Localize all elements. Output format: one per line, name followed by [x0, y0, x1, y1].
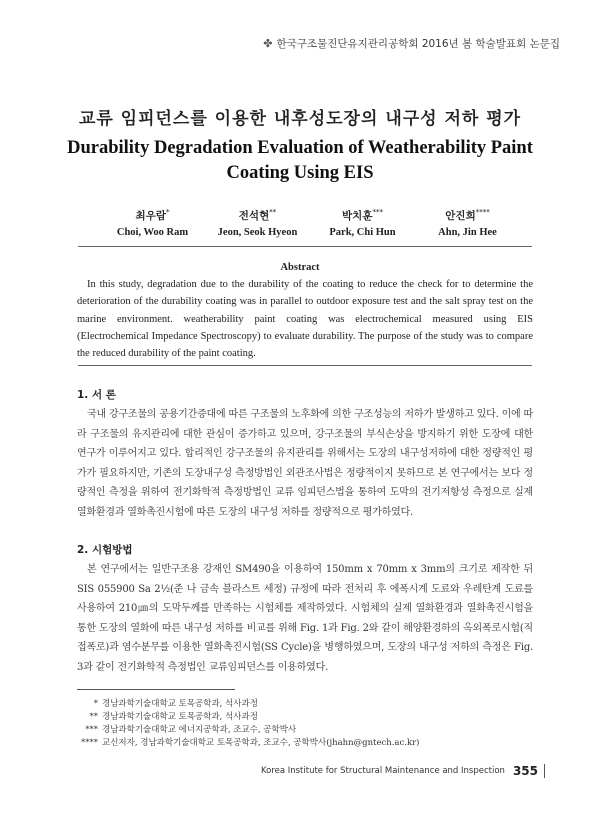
footnote: * 경남과학기술대학교 토목공학과, 석사과정 [93, 699, 258, 709]
section-heading-test-method: 2. 시험방법 [77, 544, 133, 556]
author-block [100, 208, 520, 238]
section-text-test-method: 본 연구에서는 일반구조용 강재인 SM490을 이용하여 150mm x 70mm x 3mm의 크기로 제작한 뒤 SIS 055900 Sa 2½(준 나 금속 블라스트 세정) 규정에 따라 전처리 후 에폭시계 도료와 우레탄계 도료를 사용하여 210㎛의 도막두께를 만족하는 시험체를 제작하였다. 시험체의 실제 열화환경과 열화촉진시험을 통한 도장의 열화에 따른 내구성 저하를 비교를 위해 Fig. 1과 Fig. 2와 같이 해양환경하의 옥외폭로시험(직접폭로)과 염수분무를 이용한 열화촉진시험(SS Cycle)을 병행하였으며, 도장의 내구성 저하의 측정은 Fig. 3과 같이 전기화학적 측정법인 교류임피던스를 이용하였다. [77, 564, 533, 673]
author-ko: 전석현** [238, 208, 277, 222]
page-number: 355 [513, 764, 545, 778]
page-footer [0, 764, 545, 778]
author-ko: 박치훈*** [342, 208, 383, 222]
running-header-text: 한국구조물진단유지관리공학회 2016년 봄 학술발표회 논문집 [276, 38, 560, 50]
title-korean: 교류 임피던스를 이용한 내후성도장의 내구성 저하 평가 [78, 109, 522, 129]
divider [78, 246, 532, 247]
footnote: **** 교신저자, 경남과학기술대학교 토목공학과, 조교수, 공학박사(jhahn@gntech.ac.kr) [81, 738, 420, 748]
author-en: Jeon, Seok Hyeon [217, 227, 298, 238]
title-english: Durability Degradation Evaluation of Weatherability Paint Coating Using EIS [67, 138, 533, 183]
abstract-text: In this study, degradation due to the durability of the coating to reduce the check for to determine the deterioration of the durability coating was in parallel to outdoor exposure test and the salt spray test on the marine environment. weatherability paint coating was electrochemical measured using EIS (Electrochemical Impedance Spectroscopy) to evaluate durability. The purpose of the study was to compare the reduced durability of the paint coating. [77, 279, 533, 360]
footnote-divider [77, 689, 235, 690]
footnote: ** 경남과학기술대학교 토목공학과, 석사과정 [89, 712, 258, 722]
footnote: *** 경남과학기술대학교 에너지공학과, 조교수, 공학박사 [85, 725, 297, 735]
divider [78, 365, 532, 366]
footer-institution: Korea Institute for Structural Maintenance and Inspection [260, 766, 505, 776]
clover-icon: ✤ [263, 37, 273, 50]
running-header [263, 36, 560, 51]
abstract-heading: Abstract [280, 262, 320, 273]
author-ko: 최우람* [135, 208, 170, 222]
footnotes [64, 698, 534, 750]
author-names-english [100, 227, 520, 238]
author-en: Ahn, Jin Hee [438, 227, 497, 238]
author-en: Park, Chi Hun [329, 227, 396, 238]
author-en: Choi, Woo Ram [116, 227, 189, 238]
section-heading-introduction: 1. 서 론 [77, 389, 116, 401]
author-ko: 안진희**** [445, 208, 490, 222]
section-text-introduction: 국내 강구조물의 공용기간증대에 따른 구조물의 노후화에 의한 구조성능의 저하가 발생하고 있다. 이에 따라 구조물의 유지관리에 대한 관심이 증가하고 있으며, 강구조물의 부식손상을 방지하기 위한 도장에 대한 연구가 이루어지고 있다. 합리적인 강구조물의 유지관리를 위해서는 도장의 내구성저하에 대한 정량적인 평가가 필요하지만, 기존의 도장내구성 측정방법인 외관조사법은 정량적이지 못하므로 본 연구에서는 보다 정량적인 측정을 위하여 전기화학적 측정방법인 교류 임피던스법을 통하여 도막의 전기저항성 측정으로 실제 열화환경과 열화촉진시험에 따른 도장의 내구성 저하를 정량적으로 평가하였다. [77, 409, 533, 518]
author-names-korean [100, 208, 520, 223]
